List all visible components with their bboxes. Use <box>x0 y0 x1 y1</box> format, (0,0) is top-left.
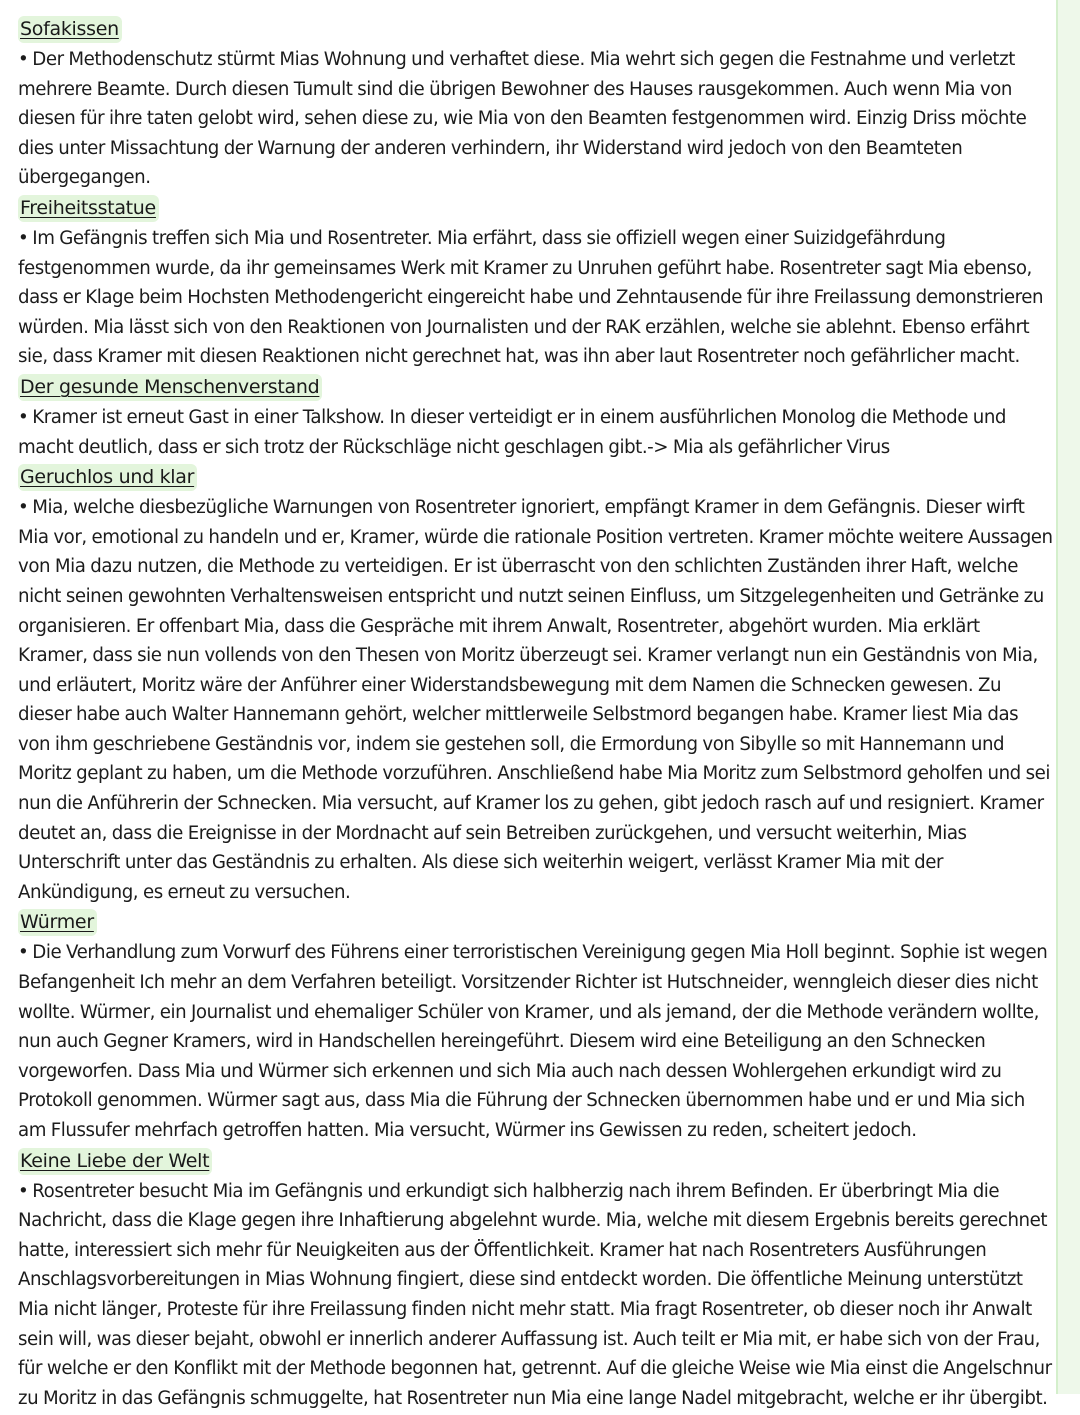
section-heading: Sofakissen <box>18 16 122 43</box>
bullet-point: • <box>18 406 29 428</box>
section-text <box>18 403 1054 462</box>
section-heading: Würmer <box>18 909 97 936</box>
bullet-point: • <box>18 942 29 964</box>
page-edge-strip <box>1056 0 1080 1394</box>
section-body: Mia, welche diesbezügliche Warnungen von Rosentreter ignoriert, empfängt Kramer in dem Gefängnis. Dieser wirft Mia vor, emotional zu handeln und er, Kramer, würde die rationale Position vertreten. Kramer möchte weitere Aussagen von Mia dazu nutzen, die Methode zu verteidigen. Er ist überrascht von den schlichten Zuständen ihrer Haft, welche nicht seinen gewohnten Verhaltensweisen entspricht und nutzt seinen Einfluss, um Sitzgelegenheiten und Getränke zu organisieren. Er offenbart Mia, dass die Gespräche mit ihrem Anwalt, Rosentreter, abgehört wurden. Mia erklärt Kramer, dass sie nun vollends von den Thesen von Moritz überzeugt sei. Kramer verlangt nun ein Geständnis von Mia, und erläutert, Moritz wäre der Anführer einer Widerstandsbewegung mit dem Namen die Schnecken gewesen. Zu dieser habe auch Walter Hannemann gehört, welcher mittlerweile Selbstmord begangen habe. Kramer liest Mia das von ihm geschriebene Geständnis vor, indem sie gestehen soll, die Ermordung von Sibylle so mit Hannemann und Moritz geplant zu haben, um die Methode vorzuführen. Anschließend habe Mia Moritz zum Selbstmord geholfen und sei nun die Anführerin der Schnecken. Mia versucht, auf Kramer los zu gehen, gibt jedoch rasch auf und resigniert. Kramer deutet an, dass die Ereignisse in der Mordnacht auf sein Betreiben zurückgehen, und versucht weiterhin, Mias Unterschrift unter das Geständnis zu erhalten. Als diese sich weiterhin weigert, verlässt Kramer Mia mit der Ankündigung, es erneut zu versuchen. <box>18 497 1053 903</box>
section-text <box>18 45 1054 193</box>
section-heading: Der gesunde Menschenverstand <box>18 374 322 401</box>
section-body: Die Verhandlung zum Vorwurf des Führens einer terroristischen Vereinigung gegen Mia Holl beginnt. Sophie ist wegen Befangenheit Ich mehr an dem Verfahren beteiligt. Vorsitzender Richter ist Hutschneider, wenngleich dieser dies nicht wollte. Würmer, ein Journalist und ehemaliger Schüler von Kramer, und als jemand, der die Methode verändern wollte, nun auch Gegner Kramers, wird in Handschellen hereingeführt. Diesem wird eine Beteiligung an den Schnecken vorgeworfen. Dass Mia und Würmer sich erkennen und sich Mia auch nach dessen Wohlergehen erkundigt wird zu Protokoll genommen. Würmer sagt aus, dass Mia die Führung der Schnecken übernommen habe und er und Mia sich am Flussufer mehrfach getroffen hatten. Mia versucht, Würmer ins Gewissen zu reden, scheitert jedoch. <box>18 942 1048 1141</box>
section-body: Rosentreter besucht Mia im Gefängnis und erkundigt sich halbherzig nach ihrem Befinden. Er überbringt Mia die Nachricht, dass die Klage gegen ihre Inhaftierung abgelehnt wurde. Mia, welche mit diesem Ergebnis bereits gerechnet hatte, interessiert sich mehr für Neuigkeiten aus der Öffentlichkeit. Kramer hat nach Rosentreters Ausführungen Anschlagsvorbereitungen in Mias Wohnung fingiert, diese sind entdeckt worden. Die öffentliche Meinung unterstützt Mia nicht länger, Proteste für ihre Freilassung finden nicht mehr statt. Mia fragt Rosentreter, ob dieser noch ihr Anwalt sein will, was dieser bejaht, obwohl er innerlich anderer Auffassung ist. Auch teilt er Mia mit, er habe sich von der Frau, für welche er den Konflikt mit der Methode begonnen hat, getrennt. Auf die gleiche Weise wie Mia einst die Angelschnur zu Moritz in das Gefängnis schmuggelte, hat Rosentreter nun Mia eine lange Nadel mitgebracht, welche er ihr übergibt. <box>18 1180 1052 1409</box>
section-keine-liebe-der-welt <box>18 1148 1054 1414</box>
section-heading: Geruchlos und klar <box>18 464 197 491</box>
summary-document <box>18 16 1054 1415</box>
section-geruchlos-und-klar <box>18 464 1054 907</box>
section-text <box>18 938 1054 1145</box>
section-heading: Freiheitsstatue <box>18 195 159 222</box>
section-text <box>18 224 1054 372</box>
section-wuermer <box>18 909 1054 1145</box>
bullet-point: • <box>18 1180 29 1202</box>
section-body: Der Methodenschutz stürmt Mias Wohnung und verhaftet diese. Mia wehrt sich gegen die Festnahme und verletzt mehrere Beamte. Durch diesen Tumult sind die übrigen Bewohner des Hauses rausgekommen. Auch wenn Mia von diesen für ihre taten gelobt wird, sehen diese zu, wie Mia von den Beamten festgenommen wird. Einzig Driss möchte dies unter Missachtung der Warnung der anderen verhindern, ihr Widerstand wird jedoch von den Beamteten übergegangen. <box>18 49 1027 189</box>
section-body: Kramer ist erneut Gast in einer Talkshow. In dieser verteidigt er in einem ausführlichen Monolog die Methode und macht deutlich, dass er sich trotz der Rückschläge nicht geschlagen gibt.-> Mia als gefährlicher Virus <box>18 406 1007 458</box>
section-body: Im Gefängnis treffen sich Mia und Rosentreter. Mia erfährt, dass sie offiziell wegen einer Suizidgefährdung festgenommen wurde, da ihr gemeinsames Werk mit Kramer zu Unruhen geführt habe. Rosentreter sagt Mia ebenso, dass er Klage beim Hochsten Methodengericht eingereicht habe und Zehntausende für ihre Freilassung demonstrieren würden. Mia lässt sich von den Reaktionen von Journalisten und der RAK erzählen, welche sie ablehnt. Ebenso erfährt sie, dass Kramer mit diesen Reaktionen nicht gerechnet hat, was ihn aber laut Rosentreter noch gefährlicher macht. <box>18 227 1044 368</box>
bullet-point: • <box>18 49 29 70</box>
section-sofakissen <box>18 16 1054 193</box>
bullet-point: • <box>18 227 29 249</box>
section-text <box>18 1177 1054 1414</box>
section-text <box>18 493 1054 907</box>
section-freiheitsstatue <box>18 195 1054 372</box>
section-der-gesunde-menschenverstand <box>18 374 1054 462</box>
bullet-point: • <box>18 497 29 519</box>
section-heading: Keine Liebe der Welt <box>18 1148 212 1175</box>
